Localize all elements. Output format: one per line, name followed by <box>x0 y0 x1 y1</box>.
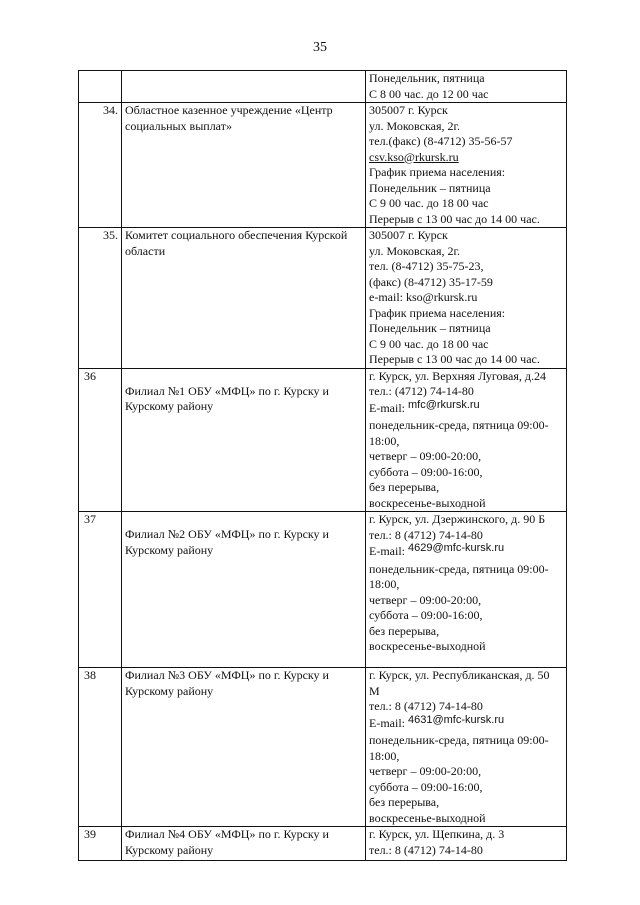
address: г. Курск, ул. Щепкина, д. 3 <box>369 827 505 841</box>
postal-address: 305007 г. Курск <box>369 103 448 117</box>
row-number-cell: 34. <box>79 103 122 228</box>
institution-name-cell: Областное казенное учреждение «Центр социальных выплат» <box>122 103 366 228</box>
email-value[interactable]: 4631@mfc-kursk.ru <box>408 713 505 726</box>
table-row <box>79 827 567 861</box>
table-row <box>79 228 567 369</box>
row-number-cell: 38 <box>79 668 122 827</box>
schedule-break: Перерыв с 13 00 час до 14 00 час. <box>369 352 540 366</box>
page-number: 35 <box>313 40 327 55</box>
schedule-line: С 8 00 час. до 12 00 час <box>369 86 489 101</box>
contact-info-cell <box>366 228 567 369</box>
email: e-mail: kso@rkursk.ru <box>369 290 478 304</box>
schedule-line: понедельник-среда, пятница 09:00- <box>369 561 549 576</box>
schedule-line: 18:00, <box>369 748 400 763</box>
schedule-line: четверг – 09:00-20:00, <box>369 764 482 778</box>
contact-info-cell <box>366 512 567 668</box>
schedule-hours: С 9 00 час. до 18 00 час <box>369 196 489 210</box>
address: г. Курск, ул. Дзержинского, д. 90 Б <box>369 512 546 526</box>
fax: (факс) (8-4712) 35-17-59 <box>369 274 493 289</box>
institution-name-cell: Филиал №3 ОБУ «МФЦ» по г. Курску и Курскому району <box>122 668 366 827</box>
contact-info-cell <box>366 71 567 103</box>
institution-name-cell <box>122 512 366 668</box>
schedule-line: суббота – 09:00-16:00, <box>369 464 483 479</box>
row-number-cell: 35. <box>79 228 122 369</box>
address: г. Курск, ул. Республиканская, д. 50 <box>369 668 550 682</box>
schedule-hours: С 9 00 час. до 18 00 час <box>369 336 489 351</box>
institution-name-cell <box>122 368 366 512</box>
email-label: E-mail: <box>369 544 405 558</box>
phone: тел. (8-4712) 35-75-23, <box>369 259 484 273</box>
institution-name: Филиал №1 ОБУ «МФЦ» по г. Курску и Курскому району <box>125 383 329 413</box>
schedule-line: без перерыва, <box>369 480 440 494</box>
institution-name-cell <box>122 71 366 103</box>
phone: тел.: 8 (4712) 74-14-80 <box>369 842 483 857</box>
email-row <box>369 398 563 418</box>
table-row <box>79 71 567 103</box>
row-number-cell <box>79 71 122 103</box>
schedule-line: понедельник-среда, пятница 09:00- <box>369 418 549 432</box>
phone-fax: тел.(факс) (8-4712) 35-56-57 <box>369 134 513 148</box>
email-label: E-mail: <box>369 400 405 415</box>
email-value[interactable]: 4629@mfc-kursk.ru <box>408 542 505 554</box>
email-value[interactable]: mfc@rkursk.ru <box>408 398 480 411</box>
institution-name: Филиал №2 ОБУ «МФЦ» по г. Курску и Курскому району <box>125 527 329 557</box>
address-continued: М <box>369 683 380 698</box>
contact-info-cell <box>366 103 567 228</box>
email-label: E-mail: <box>369 715 405 730</box>
schedule-line: без перерыва, <box>369 623 440 638</box>
schedule-days: Понедельник – пятница <box>369 180 491 195</box>
contact-info-cell <box>366 827 567 861</box>
table-row <box>79 103 567 228</box>
contact-info-cell <box>366 668 567 827</box>
schedule-line: четверг – 09:00-20:00, <box>369 449 482 463</box>
email-link[interactable]: csv.kso@rkursk.ru <box>369 149 459 164</box>
schedule-line: воскресенье-выходной <box>369 639 486 653</box>
row-number-cell: 37 <box>79 512 122 668</box>
table-row <box>79 668 567 827</box>
schedule-break: Перерыв с 13 00 час до 14 00 час. <box>369 211 540 226</box>
schedule-line: четверг – 09:00-20:00, <box>369 592 482 607</box>
schedule-line: 18:00, <box>369 433 400 448</box>
row-number-cell: 36 <box>79 368 122 512</box>
schedule-line: суббота – 09:00-16:00, <box>369 608 483 622</box>
phone: тел.: 8 (4712) 74-14-80 <box>369 527 483 542</box>
email-row <box>369 544 563 561</box>
schedule-line: воскресенье-выходной <box>369 495 486 510</box>
row-number-cell: 39 <box>79 827 122 861</box>
schedule-line: понедельник-среда, пятница 09:00- <box>369 733 549 747</box>
email-row <box>369 713 563 733</box>
table-row <box>79 512 567 668</box>
schedule-line: суббота – 09:00-16:00, <box>369 779 483 794</box>
phone: тел.: (4712) 74-14-80 <box>369 384 474 398</box>
schedule-line: воскресенье-выходной <box>369 810 486 825</box>
schedule-line: Понедельник, пятница <box>369 71 485 85</box>
street-address: ул. Моковская, 2г. <box>369 118 461 133</box>
contact-info-cell <box>366 368 567 512</box>
schedule-line: без перерыва, <box>369 795 440 809</box>
street-address: ул. Моковская, 2г. <box>369 243 461 258</box>
reception-schedule-title: График приема населения: <box>369 165 506 179</box>
institutions-table <box>78 70 567 861</box>
postal-address: 305007 г. Курск <box>369 228 448 242</box>
address: г. Курск, ул. Верхняя Луговая, д.24 <box>369 368 546 383</box>
table-row <box>79 368 567 512</box>
phone: тел.: 8 (4712) 74-14-80 <box>369 699 483 713</box>
schedule-line: 18:00, <box>369 577 400 591</box>
institution-name-cell: Комитет социального обеспечения Курской области <box>122 228 366 369</box>
reception-schedule-title: График приема населения: <box>369 305 506 320</box>
institution-name-cell: Филиал №4 ОБУ «МФЦ» по г. Курску и Курскому району <box>122 827 366 861</box>
schedule-days: Понедельник – пятница <box>369 321 491 335</box>
